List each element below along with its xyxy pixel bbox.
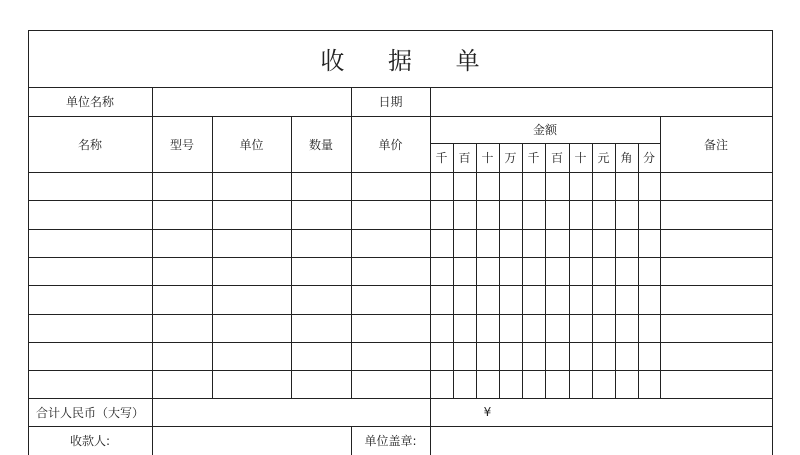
remarks-cell[interactable] [660, 314, 772, 342]
amount-digit-cell[interactable] [569, 370, 592, 398]
remarks-cell[interactable] [660, 285, 772, 313]
unit-price-cell[interactable] [351, 285, 430, 313]
stamp-field[interactable] [430, 426, 772, 455]
amount-digit-cell[interactable] [476, 229, 499, 257]
model-cell[interactable] [152, 314, 212, 342]
model-cell[interactable] [152, 285, 212, 313]
payee-label: 收款人: [69, 434, 111, 448]
date-field[interactable] [430, 87, 772, 116]
amount-digit-cell[interactable] [638, 370, 660, 398]
amount-digit-cell[interactable] [522, 200, 545, 228]
unit-cell[interactable] [212, 342, 291, 370]
amount-digit-cell[interactable] [592, 370, 615, 398]
amount-digit-cell[interactable] [499, 172, 522, 200]
remarks-cell[interactable] [660, 257, 772, 285]
quantity-cell[interactable] [291, 314, 351, 342]
amount-digit-header: 千 [435, 151, 448, 165]
amount-digit-header: 万 [504, 151, 517, 165]
model-cell[interactable] [152, 229, 212, 257]
name-cell[interactable] [28, 285, 152, 313]
unit-price-cell[interactable] [351, 172, 430, 200]
amount-digit-cell[interactable] [430, 229, 453, 257]
unit-cell[interactable] [212, 314, 291, 342]
amount-digit-cell[interactable] [522, 314, 545, 342]
amount-digit-cell[interactable] [569, 172, 592, 200]
column-header-remarks: 备注 [703, 137, 728, 152]
amount-digit-cell[interactable] [615, 342, 638, 370]
amount-digit-header: 十 [574, 151, 587, 165]
amount-digit-header: 分 [642, 151, 655, 165]
unit-cell[interactable] [212, 229, 291, 257]
unit-cell[interactable] [212, 285, 291, 313]
total-in-words-field[interactable] [152, 398, 430, 426]
amount-digit-cell[interactable] [453, 229, 476, 257]
amount-digit-cell[interactable] [545, 342, 569, 370]
amount-digit-cell[interactable] [592, 172, 615, 200]
amount-digit-header: 元 [597, 151, 610, 165]
unit-cell[interactable] [212, 172, 291, 200]
amount-digit-header: 千 [527, 151, 540, 165]
currency-symbol: ¥ [483, 405, 492, 420]
name-cell[interactable] [28, 229, 152, 257]
quantity-cell[interactable] [291, 200, 351, 228]
model-cell[interactable] [152, 370, 212, 398]
amount-digit-cell[interactable] [569, 200, 592, 228]
amount-digit-cell[interactable] [522, 285, 545, 313]
amount-digit-cell[interactable] [522, 342, 545, 370]
amount-digit-cell[interactable] [569, 314, 592, 342]
amount-digit-cell[interactable] [545, 172, 569, 200]
amount-digit-cell[interactable] [499, 370, 522, 398]
model-cell[interactable] [152, 172, 212, 200]
remarks-cell[interactable] [660, 229, 772, 257]
page-title: 收 据 单 [320, 47, 498, 75]
amount-digit-cell[interactable] [430, 172, 453, 200]
amount-digit-cell[interactable] [638, 314, 660, 342]
amount-digit-cell[interactable] [453, 314, 476, 342]
name-cell[interactable] [28, 257, 152, 285]
amount-digit-cell[interactable] [430, 285, 453, 313]
remarks-cell[interactable] [660, 172, 772, 200]
amount-digit-cell[interactable] [592, 285, 615, 313]
unit-price-cell[interactable] [351, 257, 430, 285]
amount-digit-cell[interactable] [499, 200, 522, 228]
unit-price-cell[interactable] [351, 229, 430, 257]
column-header-name: 名称 [77, 137, 102, 152]
amount-digit-cell[interactable] [569, 229, 592, 257]
unit-name-label: 单位名称 [65, 95, 114, 109]
amount-digit-cell[interactable] [522, 229, 545, 257]
remarks-cell[interactable] [660, 200, 772, 228]
amount-digit-cell[interactable] [638, 200, 660, 228]
amount-digit-cell[interactable] [453, 370, 476, 398]
amount-digit-cell[interactable] [638, 229, 660, 257]
remarks-cell[interactable] [660, 342, 772, 370]
amount-digit-cell[interactable] [453, 172, 476, 200]
amount-digit-cell[interactable] [592, 342, 615, 370]
amount-digit-cell[interactable] [430, 257, 453, 285]
amount-digit-header: 十 [481, 151, 494, 165]
amount-digit-cell[interactable] [476, 342, 499, 370]
unit-price-cell[interactable] [351, 200, 430, 228]
unit-price-cell[interactable] [351, 342, 430, 370]
name-cell[interactable] [28, 370, 152, 398]
amount-digit-cell[interactable] [522, 370, 545, 398]
amount-digit-cell[interactable] [615, 370, 638, 398]
model-cell[interactable] [152, 342, 212, 370]
total-label: 合计人民币（大写） [35, 405, 144, 420]
amount-digit-cell[interactable] [638, 172, 660, 200]
remarks-cell[interactable] [660, 370, 772, 398]
amount-digit-cell[interactable] [545, 314, 569, 342]
quantity-cell[interactable] [291, 342, 351, 370]
amount-digit-cell[interactable] [615, 200, 638, 228]
amount-digit-cell[interactable] [499, 229, 522, 257]
amount-digit-cell[interactable] [569, 257, 592, 285]
column-header-unit-price: 单价 [378, 137, 403, 152]
model-cell[interactable] [152, 257, 212, 285]
unit-cell[interactable] [212, 370, 291, 398]
amount-digit-cell[interactable] [615, 257, 638, 285]
amount-digit-cell[interactable] [545, 200, 569, 228]
amount-digit-cell[interactable] [430, 370, 453, 398]
amount-digit-cell[interactable] [592, 314, 615, 342]
amount-digit-cell[interactable] [638, 285, 660, 313]
model-cell[interactable] [152, 200, 212, 228]
column-header-amount: 金额 [532, 123, 557, 137]
amount-digit-cell[interactable] [476, 200, 499, 228]
amount-digit-cell[interactable] [430, 342, 453, 370]
amount-digit-cell[interactable] [499, 285, 522, 313]
quantity-cell[interactable] [291, 229, 351, 257]
amount-digit-cell[interactable] [476, 257, 499, 285]
amount-digit-cell[interactable] [453, 200, 476, 228]
amount-digit-cell[interactable] [592, 257, 615, 285]
amount-digit-header: 百 [458, 151, 471, 165]
amount-digit-cell[interactable] [430, 200, 453, 228]
column-header-unit: 单位 [239, 137, 264, 152]
name-cell[interactable] [28, 200, 152, 228]
amount-digit-header: 百 [550, 151, 563, 165]
name-cell[interactable] [28, 314, 152, 342]
amount-digit-cell[interactable] [545, 229, 569, 257]
amount-digit-cell[interactable] [545, 257, 569, 285]
amount-digit-cell[interactable] [638, 257, 660, 285]
amount-digit-cell[interactable] [476, 370, 499, 398]
amount-digit-cell[interactable] [592, 229, 615, 257]
amount-digit-cell[interactable] [453, 257, 476, 285]
amount-digit-cell[interactable] [569, 285, 592, 313]
amount-digit-cell[interactable] [569, 342, 592, 370]
amount-digit-cell[interactable] [522, 172, 545, 200]
amount-digit-cell[interactable] [638, 342, 660, 370]
quantity-cell[interactable] [291, 285, 351, 313]
amount-digit-cell[interactable] [499, 257, 522, 285]
name-cell[interactable] [28, 342, 152, 370]
amount-digit-cell[interactable] [545, 370, 569, 398]
quantity-cell[interactable] [291, 257, 351, 285]
amount-digit-cell[interactable] [592, 200, 615, 228]
amount-digit-cell[interactable] [476, 285, 499, 313]
unit-cell[interactable] [212, 257, 291, 285]
name-cell[interactable] [28, 172, 152, 200]
amount-digit-cell[interactable] [476, 172, 499, 200]
stamp-label: 单位盖章: [364, 434, 417, 448]
amount-digit-cell[interactable] [453, 342, 476, 370]
unit-price-cell[interactable] [351, 370, 430, 398]
amount-digit-cell[interactable] [430, 314, 453, 342]
amount-digit-cell[interactable] [545, 285, 569, 313]
quantity-cell[interactable] [291, 370, 351, 398]
amount-digit-cell[interactable] [615, 285, 638, 313]
column-header-model: 型号 [169, 137, 194, 152]
unit-price-cell[interactable] [351, 314, 430, 342]
amount-digit-cell[interactable] [615, 314, 638, 342]
quantity-cell[interactable] [291, 172, 351, 200]
amount-digit-cell[interactable] [615, 172, 638, 200]
amount-digit-cell[interactable] [499, 342, 522, 370]
amount-digit-cell[interactable] [522, 257, 545, 285]
amount-digit-cell[interactable] [453, 285, 476, 313]
unit-name-field[interactable] [152, 87, 351, 116]
unit-cell[interactable] [212, 200, 291, 228]
amount-digit-cell[interactable] [615, 229, 638, 257]
date-label: 日期 [378, 95, 403, 109]
payee-field[interactable] [152, 426, 351, 455]
amount-digit-header: 角 [620, 151, 633, 165]
amount-digit-cell[interactable] [476, 314, 499, 342]
amount-digit-cell[interactable] [499, 314, 522, 342]
column-header-quantity: 数量 [308, 137, 333, 152]
